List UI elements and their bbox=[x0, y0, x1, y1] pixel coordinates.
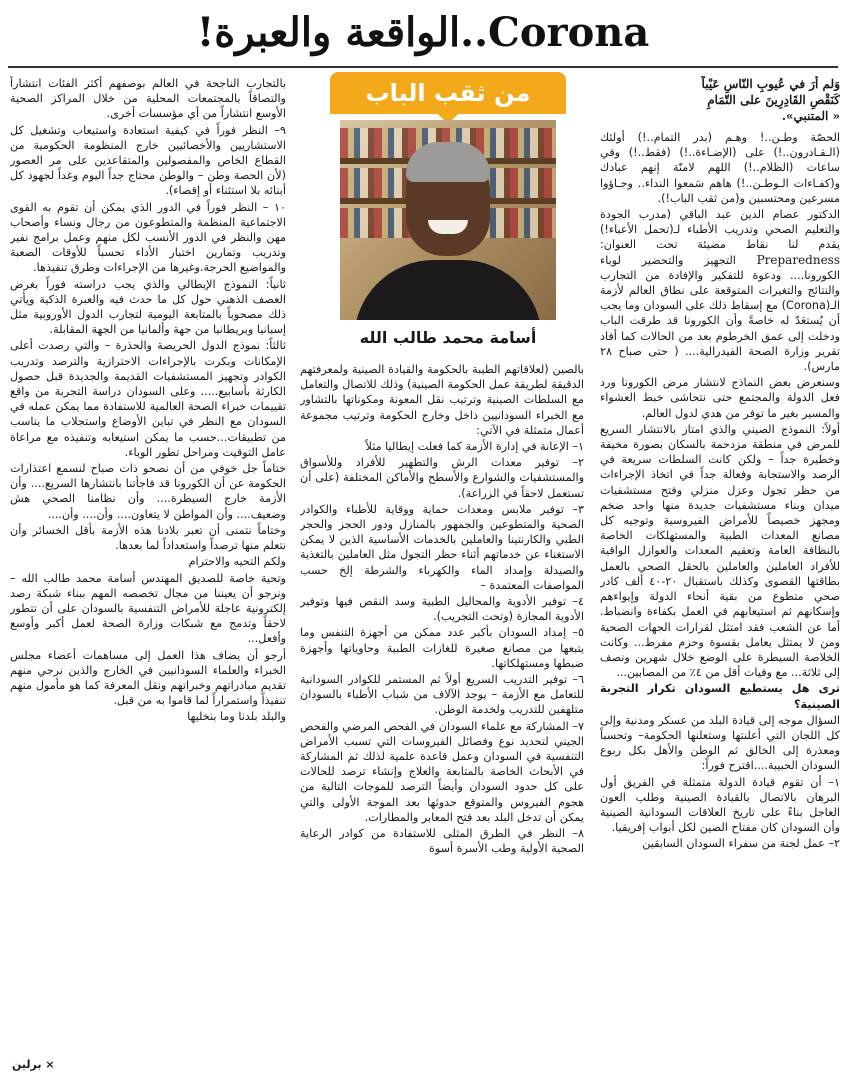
paragraph bbox=[600, 207, 840, 374]
question: ترى هل يستطيع السودان تكرار التجربة الصينية؟ bbox=[600, 682, 840, 711]
paragraph: بالتجارب الناجحة في العالم بوصفهم أكثر الفئات انتشاراً والتصاقاً بالمجتمعات المحلية من خلال المراكز الصحية الأوسع انتشاراً من أي مؤسسات أخرى. bbox=[10, 77, 286, 121]
middle-column bbox=[300, 362, 584, 1078]
paragraph: السؤال موجه إلى قيادة البلد من عسكر ومدنية وإلى كل اللجان التي أعلنتها وستعلنها الحكومة– وتحسباً ومعذرة إلى الخالق ثم الوطن والأهل بكل ربوع السودان الحبيبة....اقترح فوراً: bbox=[600, 713, 840, 773]
headline-rule bbox=[8, 66, 838, 68]
list-item: ١– الإعانة في إدارة الأزمة كما فعلت إيطاليا مثلاً bbox=[365, 440, 584, 454]
list-item: ٥– إمداد السودان بأكبر عدد ممكن من أجهزة التنفس وما يتبعها من مصانع صغيرة للغازات الطبية وحاوياتها وأجهزة ضبطها ومستهلكاتها. bbox=[300, 626, 584, 670]
paragraph: ختاماً جل خوفي من أن نصحو ذات صباح لنسمع اعتذارات الحكومة عن أن الكورونا قد فاجأتنا بانتشارها السريع.... وأن الأزمة خارج السيطرة.... وأن نظامنا الصحي هش وضعيف.... وأن المواطن لا يتعاون.... وأن.... وأن.... bbox=[10, 462, 286, 521]
list-item: ٢– توفير معدات الرش والتطهير للأفراد وللأسواق والمستشفيات والشوارع والأسطح والأماكن المختلفة (على أن تستعمل لاحقاً في الزراعة). bbox=[300, 456, 584, 500]
paragraph: ولكم التحيه والاحترام bbox=[188, 555, 286, 569]
list-item: ٢– عمل لجنة من سفراء السودان السابقين bbox=[642, 837, 840, 851]
author-byline: أسامة محمد طالب الله bbox=[359, 328, 537, 347]
paragraph: أرجو أن يضاف هذا العمل إلى مساهمات أعضاء مجلس الخبراء والعلماء السودانيين في الخارج والذين نرجي منهم تقديم مبادراتهم وخبراتهم ونقل المعرفة كما هو مأمول منهم تنفيذاً واستمراراً لما قاموا به من قبل. bbox=[10, 648, 286, 708]
list-item: ٧– المشاركة مع علماء السودان في الفحص المرضي والفحص الجيني لتحديد نوع وفصائل الفيروسات التي تسبب الأمراض التنفسية في السودان وعمل قاعدة علمية لذلك ثم المشاركة في الأبحاث الخاصة بالمتابعة والعلاج وإنشاء ترصد للحالات على كل حدود السودان وأيضاً الترصد للموجات التالية من هجوم الفيروس والمتوقع حدوثها بعد الموجة الأولى والتي يمكن أن تدخل البلد بعد فتح المعابر والمطارات. bbox=[300, 719, 584, 824]
column-header-box bbox=[330, 72, 566, 356]
poem-line-1: وَلم أرَ في عُيوبِ النّاسِ عَيْباً bbox=[701, 77, 840, 91]
list-item: ٤– توفير الأدوية والمحاليل الطبية وسد النقص فيها وتوفير الأدوية المجازة (وتحت التجريب). bbox=[300, 595, 584, 624]
list-item: ٩– النظر فوراً في كيفية استعادة واستيعاب وتشغيل كل الاستشاريين والأخصائيين خارج المنظومة الحكومية من القطاع الخاص والمفصولين والمتقاعدين على مر العصور (لأن الحصة وطن – والوطن محتاج جداً اليوم وغداً لجهود كل أبنائه بلا استثناء أو إقصاء). bbox=[10, 123, 286, 198]
paragraph: ثانياً: النموذج الإيطالي والذي يجب دراسته فوراً بغرض العصف الذهني حول كل ما حدث فيه والعبرة الذكية ويأتي ذلك مصحوباً بالمتابعة اليومية لتجارب الدول الأوروبية مثل إسبانيا وبريطانيا من جهة وألمانيا من الجهة المقابلة. bbox=[10, 277, 286, 337]
poem-line-2: كَنَقْصِ القَادِرِينَ على التّمَامِ bbox=[707, 93, 840, 107]
paragraph: وتحية خاصة للصديق المهندس أسامة محمد طالب الله – ونرجو أن يعيننا من مجال تخصصه المهم ببناء شبكة رصد إلكترونية عاجلة للأمراض التنفسية بالسودان على أن تتطور لاحقاً وتدمج مع شبكات وزارة الصحة لعمل أكبر وأوسع وأفعل... bbox=[10, 571, 286, 646]
author-photo bbox=[340, 120, 556, 320]
location-signature: × برلين bbox=[12, 1058, 55, 1071]
list-item: ٣– توفير ملابس ومعدات حماية ووقاية للأطباء والكوادر الصحية والمتطوعين والجمهور بالمنازل ودور الحجز والحجر الطبي والكارنتينا والعاملين بالخدمات الأساسية الذين لا يمكن الاستغناء عن خدماتهم أثناء حظر التجول مثل العاملين بالتغذية والصيدلة وإمداد الماء والكهرباء والشرطة إلخ حسب المواصفات المعتمدة – bbox=[300, 502, 584, 592]
author-hair bbox=[406, 142, 490, 182]
list-item: ١٠ – النظر فوراً في الدور الذي يمكن أن تقوم به القوى الاجتماعية المنظمة والمتطوعون من رجال ونساء وأصحاب مهن والنظر في الدور الأنسب لكل منهم وعمل برامج نفير وتدريب وتمارين اختبار الأداء تحسباً للأوقات الصعبة والمواضيع الحرجة.وغيرها من الإجراءات وطرق تنفيذها. bbox=[10, 200, 286, 275]
paragraph: وختاماً نتمنى أن تعبر بلادنا هذه الأزمة بأقل الخسائر وأن نتعلم منها ترصداً واستعداداً لما بعدها. bbox=[10, 523, 286, 553]
paragraph-text: الدكتور عصام الدين عبد الباقي (مدرب الجودة والتعليم الصحي وتدريب الأطباء لـ(تحمل الأعباء!) يقدم لنا نقاط مضيئة تحت العنوان: bbox=[600, 208, 840, 252]
author-shoulders bbox=[354, 260, 542, 320]
poem-source: « المتنبي». bbox=[781, 109, 840, 123]
paragraph: وسنعرض بعض النماذج لانتشار مرض الكورونا ورد فعل الدولة والمجتمع حتى نتحاشى خبط العشواء والمسير بغير ما توفر من هدي لدول العالم. bbox=[600, 376, 840, 420]
column-banner: من ثقب الباب bbox=[330, 72, 566, 114]
paragraph: أولاً: النموذج الصيني والذي امتاز بالانتشار السريع للمرض في منطقة مزدحمة بالسكان بصورة مخيفة وخطيرة جداً – ولكن كانت السلطات سريعة في الرصد والاستجابة وفعالة جداً في اتخاذ الإجراءات من حظر تجول وعزل منزلي وفتح مستشفيات ميدان وبناء مستشفيات جديدة منها واحد ضخم ومجهز خصيصاً للأمراض الفيروسية وتوجيه كل مصانع المعدات الطبية والمستهلكات الخاصة بالنظافة العامة وتعقيم المعدات والعوازل الواقية للأفراد العاملين والعاملين بالحقل الصحي بالعمل بطاقتها القصوى وكذلك باستقبال ٢٠-٤٠ ألف كادر صحي متطوع من بقية أنحاء الدولة وإيواءهم وإسكانهم ثم استيعابهم في العمل بكفاءة وانضباط. أما عن الشعب فقد امتثل لقرارات الجهات الصحية ومن لا يمتثل يعامل بقسوة وحزم مفرط... وكانت الخلاصة السيطرة على الوضع خلال شهرين ونصف إلى ثلاثة... مع وفيات أقل من ٤٪ من المصابين... bbox=[600, 422, 840, 680]
paragraph: والبلد بلدنا وما بنخليها bbox=[187, 710, 286, 724]
list-item: ٦– توفير التدريب السريع أولاً ثم المستمر للكوادر السودانية للتعامل مع الأزمة – يوجد الآلاف من شباب الأطباء بالسودان متلهفين للتدريب ولخدمة الوطن. bbox=[300, 673, 584, 717]
list-item: ١– أن تقوم قيادة الدولة متمثلة في الفريق أول البرهان بالاتصال بالقيادة الصينية وطلب العون العاجل بناءً على تاريخ العلاقات السودانية الصينية وأن السودان كان مفتاح الصين لكل أبواب إفريقيا. bbox=[600, 775, 840, 835]
poem-quote bbox=[600, 76, 840, 124]
right-column bbox=[600, 76, 840, 1076]
article-headline: Corona..الواقعة والعبرة! bbox=[196, 9, 650, 56]
list-item: ٨– النظر في الطرق المثلى للاستفادة من كوادر الرعاية الصحية الأولية وطب الأسرة أسوة bbox=[300, 827, 584, 856]
english-term: Preparedness bbox=[756, 252, 840, 267]
paragraph: الحصّة وطـن..! وهـم (بدر التمام..!) أولئك (الـقـادرون..!) على (الإضـاءة..!) (فقط..!) وفي ساعات (الظلام..!) اللهم لامنّة إنهم عبادك و(كفـاءات الـوطـن..!) هاهم سَمعوا النداء.. وجـاؤوا مسرعين ومحتسبين و(من ثقب الباب!). bbox=[600, 131, 840, 205]
paragraph-text: التجهيز والتحضير لوباء الكورونا.... ودعوة للتفكير والإفادة من التجارب والنتائج والتغيرات المتوقعة على نطاق العالم لأزمة الـ(Corona) مع إسقاط ذلك على السودان وما يجب أن يُستعَدّ له خاصةً وأن الكورونا قد طرقت الباب ودخلت إلى عمق الخرطوم بعد من الحالات كما أفاد تقرير وزارة الصحة الفيدرالية.... ( حتى صباح ٢٨ مارس). bbox=[600, 253, 840, 374]
paragraph: بالصين (لعلاقاتهم الطيبة بالحكومة والقيادة الصينية ولمعرفتهم الدقيقة لطريقة عمل الحكومة الصينية) وذلك للاتصال والتعامل مع السلطات الصينية وترتيب نقل المعونة ومكوناتها بالتشاور مع الخبراء السودانيين داخل وخارج الحكومة وترتيب مجموعة أعمال متمثلة في الآتي: bbox=[300, 363, 584, 437]
left-column bbox=[10, 76, 286, 1064]
paragraph: ثالثاً: نموذج الدول الحريصة والحذرة – والتي رصدت أعلى الإمكانات وبكرت بالإجراءات الاحترازية والترصد وتدريب الكوادر وتجهيز المستشفيات القديمة والجديدة قبل حصول الكارثة بأسابيع..... وعلى السودان دراسة التجربة من واقع تقييمات خبراء الصحة العالمية للاستفادة مما يمكن عمله في السودان مع النظر في تباين الأوضاع واستجلاب ما يناسب من تطبيقات...حسب ما يمكن استيعابه وتنفيذه مع مراعاة عامل التوقيت ومراحل تطور الوباء. bbox=[10, 339, 286, 459]
